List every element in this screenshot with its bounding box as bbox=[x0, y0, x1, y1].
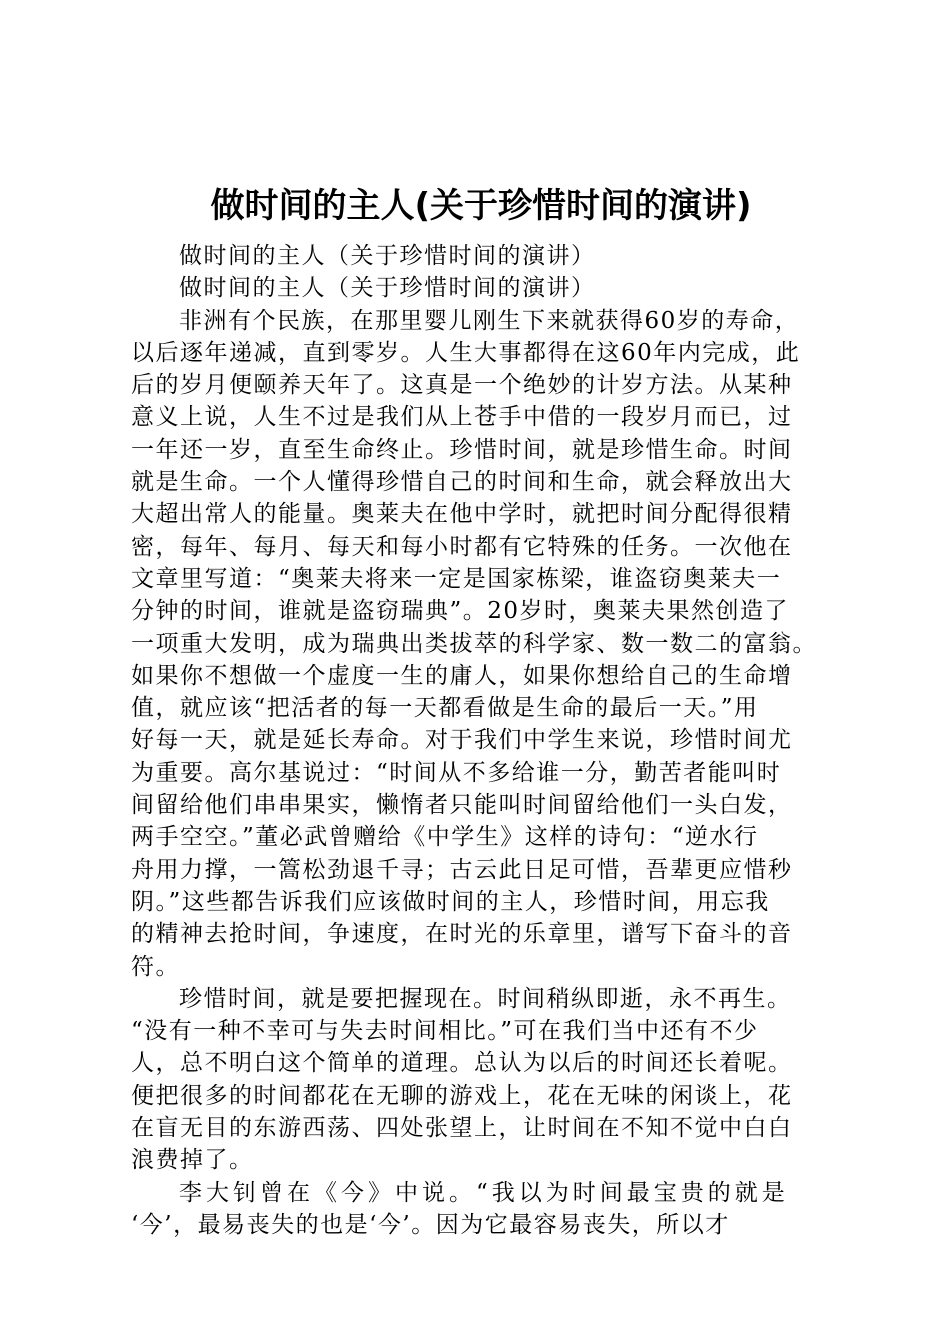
text-line: “没有一种不幸可与失去时间相比。”可在我们当中还有不少 bbox=[131, 1018, 759, 1045]
paragraph-1 bbox=[131, 305, 831, 983]
text-line: 浪费掉了。 bbox=[131, 1147, 254, 1174]
text-line: 符。 bbox=[131, 953, 180, 980]
text-line: 意义上说，人生不过是我们从上苍手中借的一段岁月而已，过 bbox=[131, 404, 793, 431]
text-line: 如果你不想做一个虚度一生的庸人，如果你想给自己的生命增 bbox=[131, 662, 793, 689]
text-line: 阴。”这些都告诉我们应该做时间的主人，珍惜时间，用忘我 bbox=[131, 888, 770, 915]
text-line: 文章里写道：“奥莱夫将来一定是国家栋梁，谁盗窃奥莱夫一 bbox=[131, 565, 782, 592]
text-line: 后的岁月便颐养天年了。这真是一个绝妙的计岁方法。从某种 bbox=[131, 372, 793, 399]
text-line: 在盲无目的东游西荡、四处张望上，让时间在不知不觉中白白 bbox=[131, 1115, 793, 1142]
text-line: 一年还一岁，直至生命终止。珍惜时间，就是珍惜生命。时间 bbox=[131, 436, 793, 463]
text-line: 非洲有个民族，在那里婴儿刚生下来就获得60岁的寿命， bbox=[179, 307, 800, 334]
text-line: 人，总不明白这个简单的道理。总认为以后的时间还长着呢。 bbox=[131, 1050, 793, 1077]
subtitle-line: 做时间的主人（关于珍惜时间的演讲） bbox=[179, 243, 596, 269]
paragraph-3 bbox=[131, 1177, 831, 1242]
paragraph-2 bbox=[131, 983, 831, 1177]
text-line: 好每一天，就是延长寿命。对于我们中学生来说，珍惜时间尤 bbox=[131, 727, 793, 754]
text-line: 舟用力撑，一篙松劲退千寻；古云此日足可惜，吾辈更应惜秒 bbox=[131, 856, 793, 883]
text-line: 李大钊曾在《今》中说。“我以为时间最宝贵的就是 bbox=[179, 1179, 789, 1206]
text-line: 大超出常人的能量。奥莱夫在他中学时，就把时间分配得很精 bbox=[131, 501, 793, 528]
text-line: 分钟的时间，谁就是盗窃瑞典”。20岁时，奥莱夫果然创造了 bbox=[131, 598, 790, 625]
text-line: 一项重大发明，成为瑞典出类拔萃的科学家、数一数二的富翁。 bbox=[131, 630, 817, 657]
document-page bbox=[131, 180, 831, 1241]
text-line: 的精神去抢时间，争速度，在时光的乐章里，谱写下奋斗的音 bbox=[131, 921, 793, 948]
text-line: ‘今’，最易丧失的也是‘今’。因为它最容易丧失，所以才 bbox=[131, 1211, 730, 1238]
text-line: 密，每年、每月、每天和每小时都有它特殊的任务。一次他在 bbox=[131, 533, 793, 560]
text-line: 为重要。高尔基说过：“时间从不多给谁一分，勤苦者能叫时 bbox=[131, 759, 782, 786]
text-line: 间留给他们串串果实，懒惰者只能叫时间留给他们一头白发， bbox=[131, 792, 793, 819]
subtitle-line: 做时间的主人（关于珍惜时间的演讲） bbox=[179, 275, 596, 302]
text-line: 两手空空。”董必武曾赠给《中学生》这样的诗句：“逆水行 bbox=[131, 824, 759, 851]
text-line: 就是生命。一个人懂得珍惜自己的时间和生命，就会释放出大 bbox=[131, 469, 793, 496]
document-title: 做时间的主人(关于珍惜时间的演讲) bbox=[210, 186, 752, 226]
text-line: 便把很多的时间都花在无聊的游戏上，花在无味的闲谈上，花 bbox=[131, 1082, 793, 1109]
text-line: 以后逐年递减，直到零岁。人生大事都得在这60年内完成，此 bbox=[131, 339, 801, 366]
text-line: 珍惜时间，就是要把握现在。时间稍纵即逝，永不再生。 bbox=[179, 985, 792, 1012]
text-line: 值，就应该“把活者的每一天都看做是生命的最后一天。”用 bbox=[131, 695, 759, 722]
